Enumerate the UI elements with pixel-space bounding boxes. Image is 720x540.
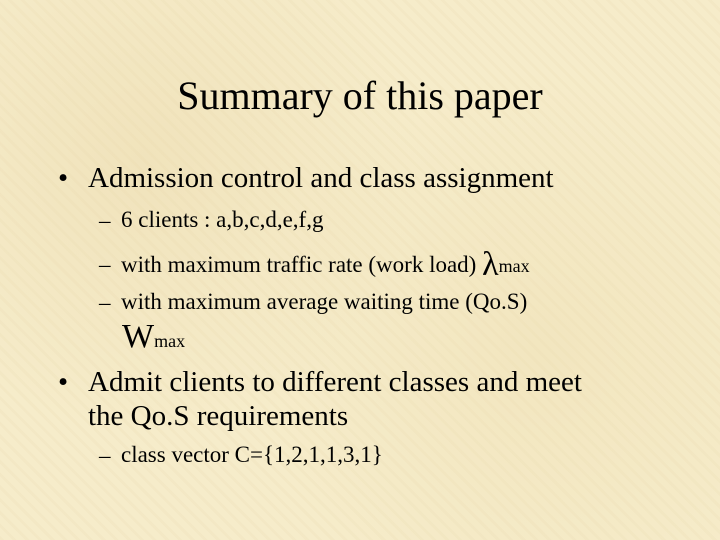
lambda-symbol: λ	[482, 246, 499, 283]
w-symbol: W	[122, 318, 155, 355]
bullet-marker: •	[58, 366, 69, 398]
subitem-clients: 6 clients : a,b,c,d,e,f,g	[121, 207, 324, 232]
subitem-traffic-rate	[121, 248, 530, 282]
dash-marker: –	[99, 208, 111, 233]
bullet-admit-line1: Admit clients to different classes and meet	[88, 366, 582, 398]
w-subscript: max	[154, 331, 186, 351]
dash-marker: –	[99, 290, 111, 315]
dash-marker: –	[99, 443, 111, 468]
w-max-symbol-group	[122, 320, 185, 354]
dash-marker: –	[99, 252, 111, 277]
bullet-admission-control: Admission control and class assignment	[88, 162, 554, 194]
subitem-traffic-rate-text: with maximum traffic rate (work load)	[121, 252, 483, 277]
subitem-class-vector: class vector C={1,2,1,1,3,1}	[121, 442, 383, 467]
slide-title: Summary of this paper	[177, 73, 543, 118]
lambda-subscript: max	[498, 256, 530, 276]
bullet-marker: •	[58, 162, 69, 194]
bullet-admit-line2: the Qo.S requirements	[88, 400, 349, 432]
subitem-waiting-time: with maximum average waiting time (Qo.S)	[121, 289, 528, 314]
